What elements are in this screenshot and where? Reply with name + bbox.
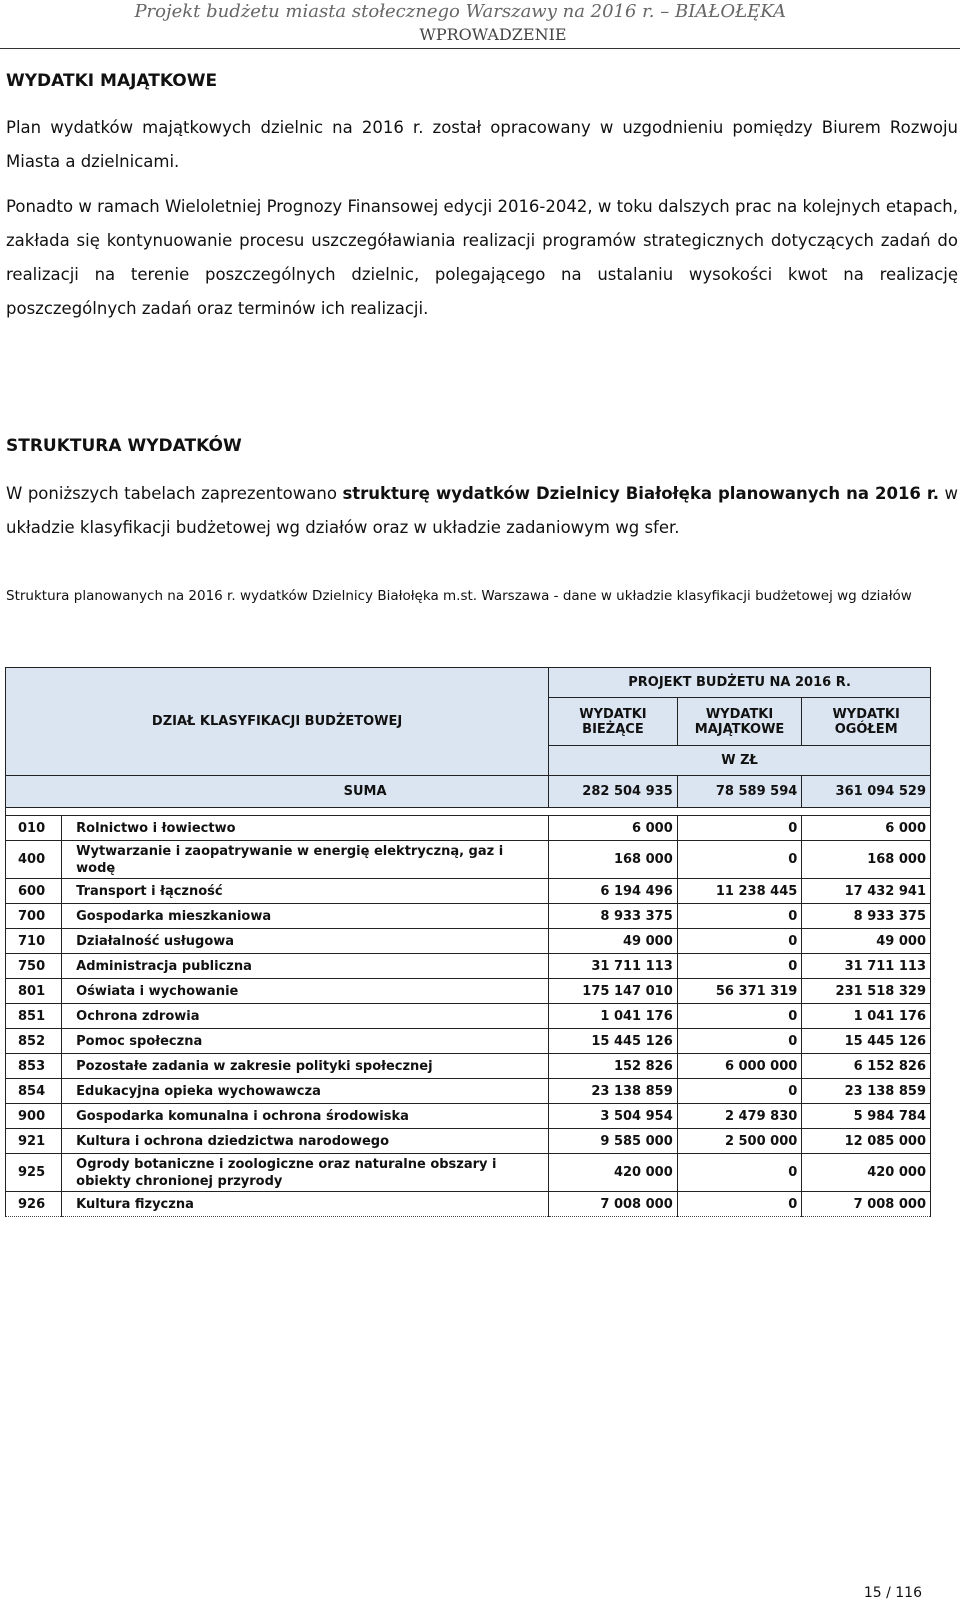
row-ogolem: 168 000 bbox=[802, 841, 931, 879]
row-ogolem: 49 000 bbox=[802, 929, 931, 954]
sum-label: SUMA bbox=[6, 776, 549, 808]
row-name: Ochrona zdrowia bbox=[62, 1004, 549, 1029]
row-biezace: 23 138 859 bbox=[549, 1079, 678, 1104]
table-row bbox=[6, 1054, 931, 1079]
row-code: 400 bbox=[6, 841, 62, 879]
sum-biezace: 282 504 935 bbox=[549, 776, 678, 808]
table-row bbox=[6, 879, 931, 904]
row-code: 921 bbox=[6, 1129, 62, 1154]
table-row bbox=[6, 904, 931, 929]
row-biezace: 8 933 375 bbox=[549, 904, 678, 929]
row-code: 010 bbox=[6, 816, 62, 841]
sum-majatkowe: 78 589 594 bbox=[677, 776, 802, 808]
table-row bbox=[6, 841, 931, 879]
budget-table bbox=[5, 667, 931, 1217]
row-name: Administracja publiczna bbox=[62, 954, 549, 979]
section-heading-struktura: STRUKTURA WYDATKÓW bbox=[6, 436, 242, 456]
row-ogolem: 1 041 176 bbox=[802, 1004, 931, 1029]
row-ogolem: 6 000 bbox=[802, 816, 931, 841]
table-row bbox=[6, 1129, 931, 1154]
row-name: Transport i łączność bbox=[62, 879, 549, 904]
row-code: 925 bbox=[6, 1154, 62, 1192]
header-dzial: DZIAŁ KLASYFIKACJI BUDŻETOWEJ bbox=[6, 668, 549, 776]
row-biezace: 9 585 000 bbox=[549, 1129, 678, 1154]
table-row bbox=[6, 816, 931, 841]
row-ogolem: 8 933 375 bbox=[802, 904, 931, 929]
table-row bbox=[6, 1079, 931, 1104]
sum-ogolem: 361 094 529 bbox=[802, 776, 931, 808]
row-code: 900 bbox=[6, 1104, 62, 1129]
row-name: Oświata i wychowanie bbox=[62, 979, 549, 1004]
row-biezace: 31 711 113 bbox=[549, 954, 678, 979]
row-majatkowe: 2 500 000 bbox=[677, 1129, 802, 1154]
row-biezace: 3 504 954 bbox=[549, 1104, 678, 1129]
row-ogolem: 12 085 000 bbox=[802, 1129, 931, 1154]
table-row bbox=[6, 1192, 931, 1217]
row-biezace: 1 041 176 bbox=[549, 1004, 678, 1029]
row-biezace: 15 445 126 bbox=[549, 1029, 678, 1054]
row-ogolem: 31 711 113 bbox=[802, 954, 931, 979]
row-majatkowe: 0 bbox=[677, 1029, 802, 1054]
row-code: 600 bbox=[6, 879, 62, 904]
row-code: 852 bbox=[6, 1029, 62, 1054]
table-row bbox=[6, 1104, 931, 1129]
paragraph-struktura: W poniższych tabelach zaprezentowano strukturę wydatków Dzielnicy Białołęka planowanych na 2016 r. w układzie klasyfikacji budżetowej wg działów oraz w układzie zadaniowym wg sfer. bbox=[6, 484, 958, 537]
table-row bbox=[6, 1029, 931, 1054]
row-majatkowe: 0 bbox=[677, 904, 802, 929]
row-biezace: 420 000 bbox=[549, 1154, 678, 1192]
row-code: 853 bbox=[6, 1054, 62, 1079]
row-majatkowe: 0 bbox=[677, 929, 802, 954]
row-ogolem: 23 138 859 bbox=[802, 1079, 931, 1104]
row-ogolem: 420 000 bbox=[802, 1154, 931, 1192]
row-majatkowe: 0 bbox=[677, 816, 802, 841]
row-name: Gospodarka komunalna i ochrona środowiska bbox=[62, 1104, 549, 1129]
table-row bbox=[6, 1004, 931, 1029]
row-name: Wytwarzanie i zaopatrywanie w energię elektryczną, gaz i wodę bbox=[62, 841, 549, 879]
row-name: Kultura fizyczna bbox=[62, 1192, 549, 1217]
row-majatkowe: 0 bbox=[677, 1004, 802, 1029]
row-name: Gospodarka mieszkaniowa bbox=[62, 904, 549, 929]
header-title: Projekt budżetu miasta stołecznego Warszawy na 2016 r. – BIAŁOŁĘKA bbox=[134, 1, 786, 22]
row-ogolem: 5 984 784 bbox=[802, 1104, 931, 1129]
row-name: Ogrody botaniczne i zoologiczne oraz naturalne obszary i obiekty chronionej przyrody bbox=[62, 1154, 549, 1192]
row-biezace: 6 194 496 bbox=[549, 879, 678, 904]
row-code: 851 bbox=[6, 1004, 62, 1029]
row-code: 801 bbox=[6, 979, 62, 1004]
row-name: Edukacyjna opieka wychowawcza bbox=[62, 1079, 549, 1104]
header-majatkowe: WYDATKI MAJĄTKOWE bbox=[677, 698, 802, 746]
row-majatkowe: 11 238 445 bbox=[677, 879, 802, 904]
header-unit: W ZŁ bbox=[549, 746, 931, 776]
table-row bbox=[6, 954, 931, 979]
header-subtitle: WPROWADZENIE bbox=[419, 25, 567, 44]
header-ogolem: WYDATKI OGÓŁEM bbox=[802, 698, 931, 746]
row-ogolem: 6 152 826 bbox=[802, 1054, 931, 1079]
row-name: Pomoc społeczna bbox=[62, 1029, 549, 1054]
row-code: 750 bbox=[6, 954, 62, 979]
row-majatkowe: 0 bbox=[677, 954, 802, 979]
row-majatkowe: 0 bbox=[677, 1079, 802, 1104]
row-biezace: 152 826 bbox=[549, 1054, 678, 1079]
row-ogolem: 17 432 941 bbox=[802, 879, 931, 904]
row-biezace: 6 000 bbox=[549, 816, 678, 841]
row-majatkowe: 0 bbox=[677, 841, 802, 879]
row-ogolem: 15 445 126 bbox=[802, 1029, 931, 1054]
row-code: 710 bbox=[6, 929, 62, 954]
row-ogolem: 7 008 000 bbox=[802, 1192, 931, 1217]
table-row bbox=[6, 1154, 931, 1192]
row-code: 700 bbox=[6, 904, 62, 929]
page-number: 15 / 116 bbox=[863, 1585, 922, 1601]
row-biezace: 49 000 bbox=[549, 929, 678, 954]
table-caption: Struktura planowanych na 2016 r. wydatków Dzielnicy Białołęka m.st. Warszawa - dane w układzie klasyfikacji budżetowej wg działów bbox=[6, 588, 912, 604]
row-majatkowe: 56 371 319 bbox=[677, 979, 802, 1004]
row-majatkowe: 2 479 830 bbox=[677, 1104, 802, 1129]
paragraph-plan: Plan wydatków majątkowych dzielnic na 2016 r. został opracowany w uzgodnieniu pomiędzy Biurem Rozwoju Miasta a dzielnicami. bbox=[6, 118, 958, 171]
row-name: Rolnictwo i łowiectwo bbox=[62, 816, 549, 841]
row-name: Kultura i ochrona dziedzictwa narodowego bbox=[62, 1129, 549, 1154]
row-majatkowe: 6 000 000 bbox=[677, 1054, 802, 1079]
row-biezace: 168 000 bbox=[549, 841, 678, 879]
row-biezace: 175 147 010 bbox=[549, 979, 678, 1004]
paragraph-wpf: Ponadto w ramach Wieloletniej Prognozy Finansowej edycji 2016-2042, w toku dalszych prac na kolejnych etapach, zakłada się kontynuowanie procesu uszczegóławiania realizacji programów strategicznych dotyczących zadań do realizacji na terenie poszczególnych dzielnic, polegającego na ustalaniu wysokości kwot na realizację poszczególnych zadań oraz terminów ich realizacji. bbox=[6, 197, 958, 318]
header-biezace: WYDATKI BIEŻĄCE bbox=[549, 698, 678, 746]
row-name: Działalność usługowa bbox=[62, 929, 549, 954]
page-header bbox=[0, 0, 960, 49]
header-project: PROJEKT BUDŻETU NA 2016 R. bbox=[549, 668, 931, 698]
section-heading-wydatki: WYDATKI MAJĄTKOWE bbox=[6, 71, 218, 91]
spacer-row bbox=[6, 808, 931, 816]
table-row bbox=[6, 979, 931, 1004]
table-row bbox=[6, 929, 931, 954]
row-biezace: 7 008 000 bbox=[549, 1192, 678, 1217]
row-code: 926 bbox=[6, 1192, 62, 1217]
row-majatkowe: 0 bbox=[677, 1192, 802, 1217]
row-ogolem: 231 518 329 bbox=[802, 979, 931, 1004]
row-majatkowe: 0 bbox=[677, 1154, 802, 1192]
row-name: Pozostałe zadania w zakresie polityki społecznej bbox=[62, 1054, 549, 1079]
row-code: 854 bbox=[6, 1079, 62, 1104]
